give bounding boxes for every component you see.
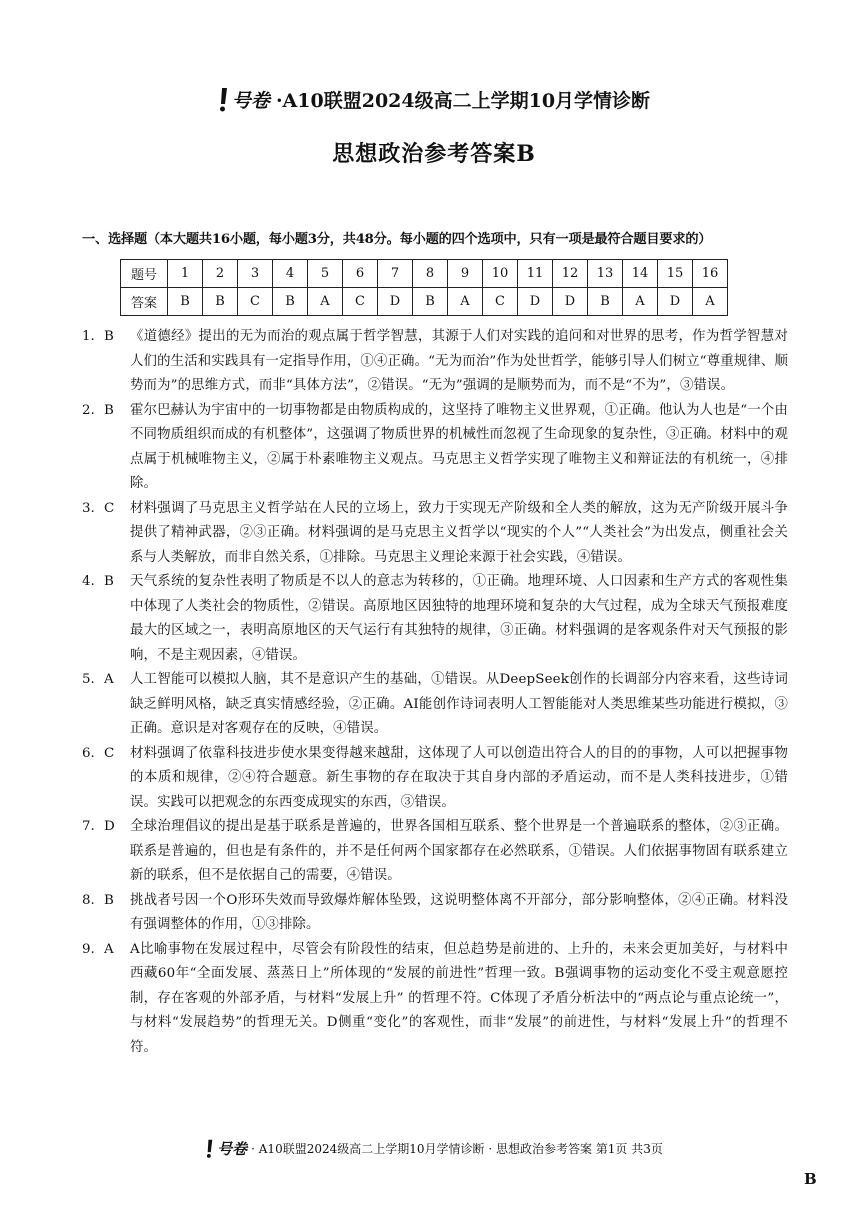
explanation-item — [82, 325, 788, 399]
item-number: 4. — [82, 574, 95, 589]
explanation-item — [82, 938, 788, 1061]
footer-logo-text: 号卷 — [217, 1140, 248, 1158]
brush-mark-icon — [205, 1139, 215, 1159]
brush-mark-icon — [218, 87, 230, 113]
answer-cell: A — [693, 288, 728, 316]
item-text: A比喻事物在发展过程中，尽管会有阶段性的结束，但总趋势是前进的、上升的，未来会更加美好，与材料中西藏60年“全面发展、蒸蒸日上”所体现的“发展的前进性”哲理一致。B强调事物的运动变化不受主观意愿控制，存在客观的外部矛盾，与材料“发展上升” 的哲理不符。C体现了矛盾分析法中的“两点论与重点论统一”，与材料“发展趋势”的哲理无关。D侧重“变化”的客观性，而非“发展”的前进性，与材料“发展上升”的哲理不符。 — [130, 941, 788, 1055]
answer-cell: B — [413, 288, 448, 316]
item-text: 材料强调了依靠科技进步使水果变得越来越甜，这体现了人可以创造出符合人的目的的事物，人可以把握事物的本质和规律，②④符合题意。新生事物的存在取决于其自身内部的矛盾运动，而不是人类科技进步，①错误。实践可以把观念的东西变成现实的东西，③错误。 — [130, 745, 788, 810]
item-answer: D — [104, 819, 115, 834]
question-number-cell: 8 — [413, 260, 448, 288]
answer-cell: D — [553, 288, 588, 316]
row-label-answer: 答案 — [121, 288, 168, 316]
item-answer: C — [104, 500, 115, 516]
question-number-cell: 7 — [378, 260, 413, 288]
explanation-item — [82, 497, 788, 571]
item-answer: B — [104, 402, 114, 418]
question-number-cell: 3 — [238, 260, 273, 288]
item-number: 6. — [82, 745, 95, 761]
footer-text: · A10联盟2024级高二上学期10月学情诊断 · 思想政治参考答案 第1页 共3页 — [251, 1142, 663, 1156]
question-number-cell: 4 — [273, 260, 308, 288]
item-answer: A — [104, 941, 114, 957]
answer-cell: B — [168, 288, 203, 316]
question-number-cell: 13 — [588, 260, 623, 288]
item-text: 材料强调了马克思主义哲学站在人民的立场上，致力于实现无产阶级和全人类的解放，这为无产阶级开展斗争提供了精神武器，②③正确。材料强调的是马克思主义哲学以“现实的个人”“人类社会”为出发点，侧重社会关系与人类解放，而非自然关系，①排除。马克思主义理论来源于社会实践，④错误。 — [130, 500, 788, 565]
item-number: 5. — [82, 672, 95, 687]
item-answer: A — [104, 672, 114, 687]
explanation-item — [82, 815, 788, 889]
question-number-cell: 14 — [623, 260, 658, 288]
exam-title: ·A10联盟2024级高二上学期10月学情诊断 — [275, 90, 651, 112]
item-text: 全球治理倡议的提出是基于联系是普遍的，世界各国相互联系、整个世界是一个普遍联系的整体，②③正确。联系是普遍的，但也是有条件的，并不是任何两个国家都存在必然联系，①错误。人们依据事物固有联系建立新的联系，但不是依据自己的需要，④错误。 — [130, 819, 788, 883]
item-number: 1. — [82, 329, 95, 344]
item-number: 9. — [82, 941, 95, 957]
answer-cell: A — [308, 288, 343, 316]
answer-row — [121, 288, 728, 316]
item-text: 挑战者号因一个O形环失效而导致爆炸解体坠毁，这说明整体离不开部分，部分影响整体，②④正确。材料没有强调整体的作用，①③排除。 — [130, 892, 788, 932]
brand-logo — [218, 86, 270, 113]
item-answer: B — [104, 892, 114, 908]
brand-row — [0, 86, 868, 113]
document-title: 思想政治参考答案B — [332, 141, 536, 167]
explanation-item — [82, 889, 788, 938]
item-number: 8. — [82, 892, 95, 908]
question-number-cell: 1 — [168, 260, 203, 288]
answer-table — [120, 259, 728, 316]
question-number-cell: 6 — [343, 260, 378, 288]
answer-cell: D — [378, 288, 413, 316]
answer-cell: C — [483, 288, 518, 316]
answer-cell: C — [238, 288, 273, 316]
question-number-cell: 5 — [308, 260, 343, 288]
question-number-cell: 10 — [483, 260, 518, 288]
answer-cell: C — [343, 288, 378, 316]
explanation-item — [82, 742, 788, 816]
item-number: 7. — [82, 819, 95, 834]
question-number-cell: 15 — [658, 260, 693, 288]
item-text: 天气系统的复杂性表明了物质是不以人的意志为转移的，①正确。地理环境、人口因素和生产方式的客观性集中体现了人类社会的物质性，②错误。高原地区因独特的地理环境和复杂的大气过程，成为全球天气预报难度最大的区域之一，表明高原地区的天气运行有其独特的规律，③正确。材料强调的是客观条件对天气预报的影响，不是主观因素，④错误。 — [130, 574, 788, 663]
version-letter: B — [804, 1170, 817, 1188]
answer-cell: B — [273, 288, 308, 316]
footer-logo — [205, 1138, 247, 1159]
item-number: 2. — [82, 402, 95, 418]
explanation-item — [82, 570, 788, 668]
answer-cell: D — [518, 288, 553, 316]
page-footer — [0, 1138, 868, 1159]
row-label-number: 题号 — [121, 260, 168, 288]
question-number-cell: 2 — [203, 260, 238, 288]
answer-cell: D — [658, 288, 693, 316]
answer-cell: B — [203, 288, 238, 316]
question-number-cell: 11 — [518, 260, 553, 288]
item-number: 3. — [82, 500, 95, 516]
explanation-item — [82, 399, 788, 497]
logo-text: 号卷 — [231, 90, 270, 112]
item-answer: B — [104, 329, 114, 344]
section-heading: 一、选择题（本大题共16小题，每小题3分，共48分。每小题的四个选项中，只有一项是最符合题目要求的） — [82, 232, 712, 247]
explanation-list — [82, 325, 788, 1060]
question-number-cell: 16 — [693, 260, 728, 288]
item-answer: B — [104, 574, 114, 589]
question-number-row — [121, 260, 728, 288]
item-text: 人工智能可以模拟人脑，其不是意识产生的基础，①错误。从DeepSeek创作的长调部分内容来看，这些诗词缺乏鲜明风格，缺乏真实情感经验，②正确。AI能创作诗词表明人工智能能对人类思维某些功能进行模拟，③正确。意识是对客观存在的反映，④错误。 — [130, 672, 788, 736]
question-number-cell: 9 — [448, 260, 483, 288]
answer-cell: B — [588, 288, 623, 316]
page-header — [0, 86, 868, 168]
answer-cell: A — [448, 288, 483, 316]
question-number-cell: 12 — [553, 260, 588, 288]
answer-cell: A — [623, 288, 658, 316]
item-answer: C — [104, 745, 115, 761]
explanation-item — [82, 668, 788, 742]
item-text: 霍尔巴赫认为宇宙中的一切事物都是由物质构成的，这坚持了唯物主义世界观，①正确。他认为人也是“一个由不同物质组织而成的有机整体”，这强调了物质世界的机械性而忽视了生命现象的复杂性，③正确。材料中的观点属于机械唯物主义，②属于朴素唯物主义观点。马克思主义哲学实现了唯物主义和辩证法的有机统一，④排除。 — [130, 402, 788, 491]
item-text: 《道德经》提出的无为而治的观点属于哲学智慧，其源于人们对实践的追问和对世界的思考，作为哲学智慧对人们的生活和实践具有一定指导作用，①④正确。“无为而治”作为处世哲学，能够引导人们树立“尊重规律、顺势而为”的思维方式，而非“具体方法”，②错误。“无为”强调的是顺势而为，而不是“不为”，③错误。 — [130, 329, 788, 393]
